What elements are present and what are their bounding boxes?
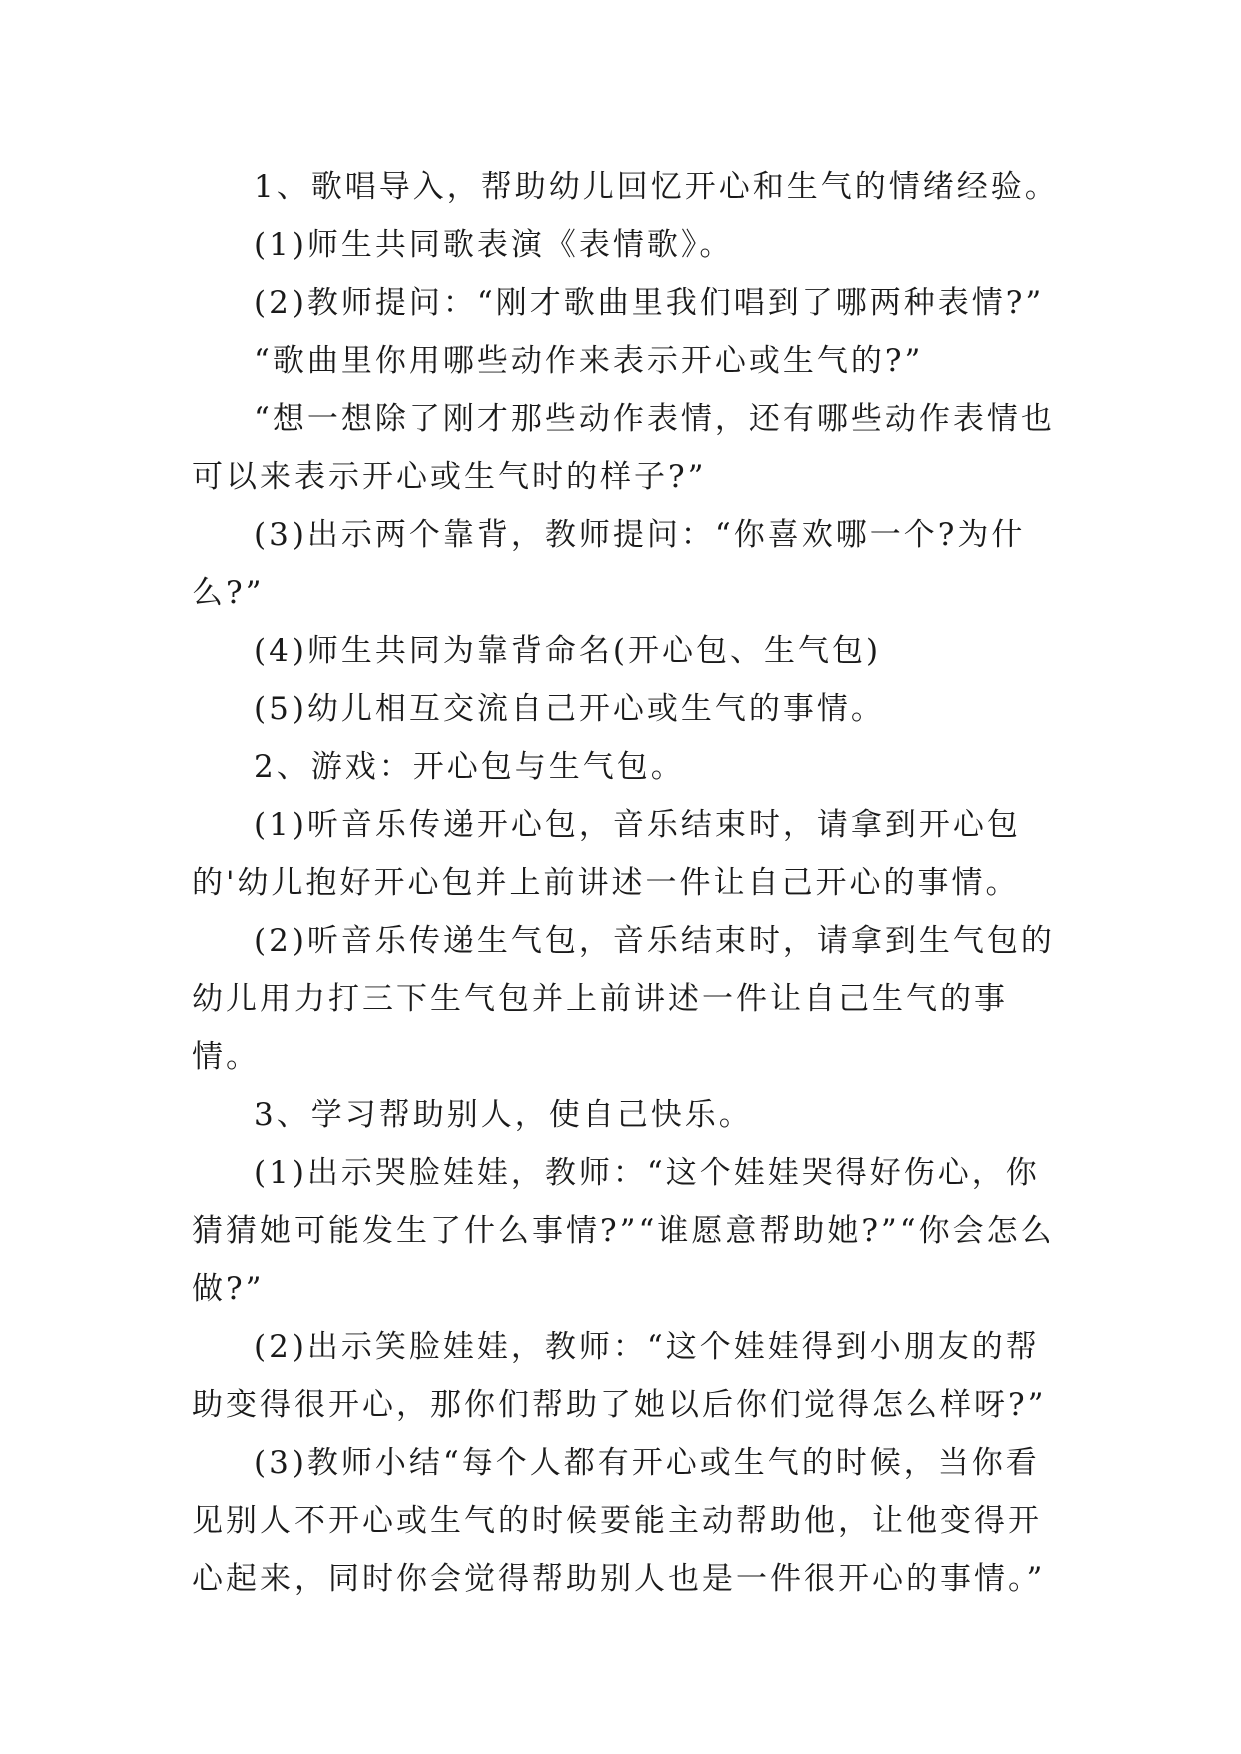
paragraph-6: (3)出示两个靠背，教师提问：“你喜欢哪一个?为什么?”: [192, 517, 1026, 611]
paragraph-8: (5)幼儿相互交流自己开心或生气的事情。: [254, 691, 885, 727]
paragraph-12: 3、学习帮助别人，使自己快乐。: [254, 1097, 753, 1133]
paragraph-2: (1)师生共同歌表演《表情歌》。: [254, 227, 734, 263]
paragraph-14: (2)出示笑脸娃娃，教师：“这个娃娃得到小朋友的帮助变得很开心，那你们帮助了她以后你们觉得怎么样呀?”: [192, 1329, 1047, 1423]
paragraph-1: 1、歌唱导入，帮助幼儿回忆开心和生气的情绪经验。: [254, 169, 1059, 205]
paragraph-7: (4)师生共同为靠背命名(开心包、生气包): [254, 633, 882, 669]
paragraph-9: 2、游戏：开心包与生气包。: [254, 749, 685, 785]
paragraph-13: (1)出示哭脸娃娃，教师：“这个娃娃哭得好伤心，你猜猜她可能发生了什么事情?”“谁愿意帮助她?”“你会怎么做?”: [192, 1155, 1055, 1307]
paragraph-11: (2)听音乐传递生气包，音乐结束时，请拿到生气包的幼儿用力打三下生气包并上前讲述一件让自己生气的事情。: [192, 923, 1055, 1075]
paragraph-4: “歌曲里你用哪些动作来表示开心或生气的?”: [254, 343, 924, 379]
paragraph-5: “想一想除了刚才那些动作表情，还有哪些动作表情也可以来表示开心或生气时的样子?”: [192, 401, 1055, 495]
paragraph-15: (3)教师小结“每个人都有开心或生气的时候，当你看见别人不开心或生气的时候要能主动帮助他，让他变得开心起来，同时你会觉得帮助别人也是一件很开心的事情。”: [192, 1445, 1046, 1597]
paragraph-3: (2)教师提问：“刚才歌曲里我们唱到了哪两种表情?”: [254, 285, 1045, 321]
paragraph-10: (1)听音乐传递开心包，音乐结束时，请拿到开心包的'幼儿抱好开心包并上前讲述一件让自己开心的事情。: [192, 807, 1021, 901]
document-body: [192, 158, 1062, 1608]
